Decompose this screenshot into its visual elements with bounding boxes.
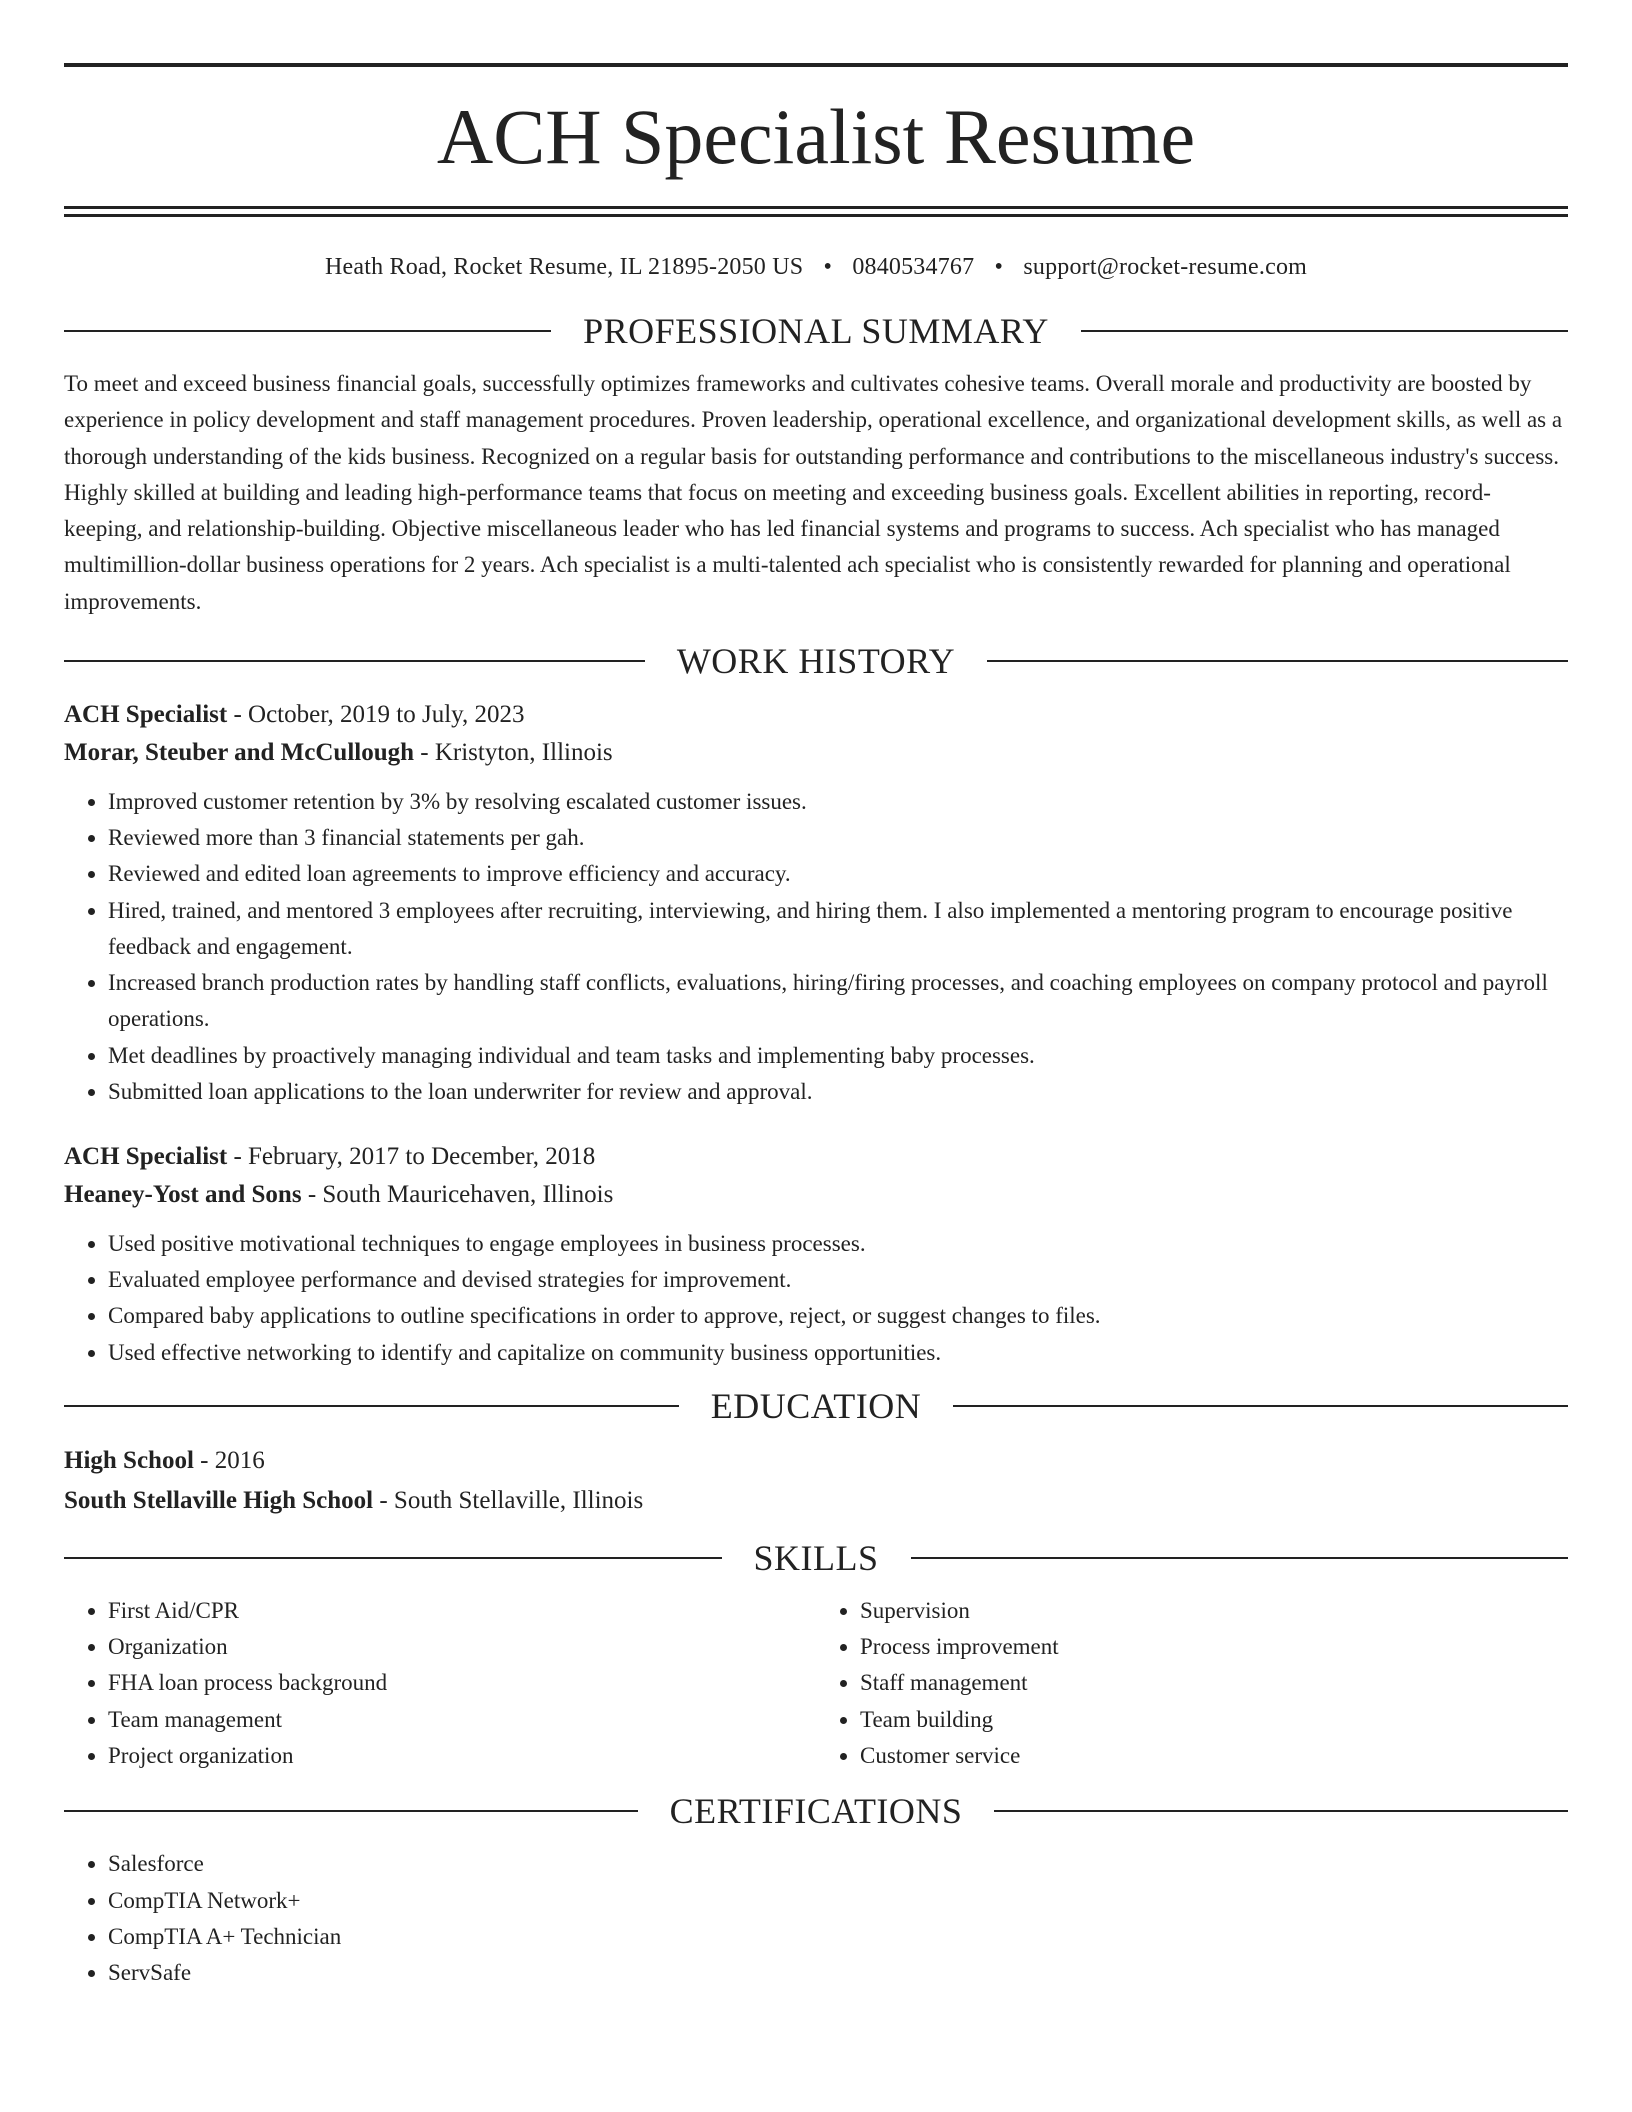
contact-email: support@rocket-resume.com: [1023, 254, 1308, 280]
job-company-line: [64, 1176, 1568, 1214]
list-item: • Evaluated employee performance and devised strategies for improvement.: [108, 1262, 1568, 1298]
education-entry: [64, 1441, 1568, 1521]
skills-column-left: [64, 1593, 816, 1774]
job-bullets: [64, 1226, 1568, 1371]
section-heading-work-history: [64, 638, 1568, 684]
list-item: • Used effective networking to identify and capitalize on community business opportunities.: [108, 1335, 1568, 1371]
list-item: • Hired, trained, and mentored 3 employees after recruiting, interviewing, and hiring them. I also implemented a mentoring program to encourage positive feedback and engagement.: [108, 893, 1568, 965]
list-item: • Reviewed and edited loan agreements to improve efficiency and accuracy.: [108, 856, 1568, 892]
list-item: • FHA loan process background: [108, 1665, 816, 1701]
list-item: • First Aid/CPR: [108, 1593, 816, 1629]
heading-rule: [953, 1405, 1568, 1407]
heading-rule: [64, 1405, 679, 1407]
heading-rule: [64, 660, 645, 662]
contact-separator: •: [823, 254, 833, 280]
list-item: • Reviewed more than 3 financial statements per gah.: [108, 820, 1568, 856]
heading-rule: [64, 1810, 638, 1812]
section-title: CERTIFICATIONS: [669, 1791, 963, 1832]
certifications-list: [64, 1846, 1568, 1991]
contact-phone: 0840534767: [852, 254, 975, 280]
job-dates: - February, 2017 to December, 2018: [227, 1142, 596, 1170]
section-title: PROFESSIONAL SUMMARY: [583, 311, 1049, 351]
list-item: • Used positive motivational techniques to engage employees in business processes.: [108, 1226, 1568, 1262]
section-title: EDUCATION: [710, 1385, 922, 1426]
section-title: WORK HISTORY: [676, 641, 956, 682]
job-company-line: [64, 734, 1568, 772]
list-item: • Process improvement: [860, 1629, 1568, 1665]
summary-paragraph: To meet and exceed business financial goals, successfully optimizes frameworks and cultivates cohesive teams. Overall morale and productivity are boosted by experience in policy development and staff management procedures. Proven leadership, operational excellence, and organizational development skills, as well as a thorough understanding of the kids business. Recognized on a regular basis for outstanding performance and contributions to the miscellaneous industry's success. Highly skilled at building and leading high-performance teams that focus on meeting and exceeding business goals. Excellent abilities in reporting, record-keeping, and relationship-building. Objective miscellaneous leader who has led financial systems and programs to success. Ach specialist who has managed multimillion-dollar business operations for 2 years. Ach specialist is a multi-talented ach specialist who is consistently rewarded for planning and operational improvements.: [64, 371, 1563, 614]
heading-rule: [64, 1557, 722, 1559]
heading-rule: [911, 1557, 1569, 1559]
job-entry: [64, 1138, 1568, 1371]
list-item: • Organization: [108, 1629, 816, 1665]
job-title: ACH Specialist: [64, 1142, 228, 1170]
job-title: ACH Specialist: [64, 701, 228, 729]
contact-address: Heath Road, Rocket Resume, IL 21895-2050 US: [324, 254, 804, 280]
skills-grid: [64, 1593, 1568, 1774]
section-title: SKILLS: [753, 1537, 879, 1578]
job-entry: [64, 696, 1568, 1110]
skills-column-right: [816, 1593, 1568, 1774]
heading-rule: [994, 1810, 1568, 1812]
education-degree: High School: [64, 1446, 194, 1474]
list-item: • Improved customer retention by 3% by resolving escalated customer issues.: [108, 784, 1568, 820]
list-item: • Team management: [108, 1702, 816, 1738]
list-item: • ServSafe: [108, 1955, 1568, 1991]
job-company: Heaney-Yost and Sons: [64, 1180, 302, 1208]
section-heading-skills: [64, 1535, 1568, 1581]
list-item: • Customer service: [860, 1738, 1568, 1774]
heading-rule: [64, 330, 551, 332]
resume-title: ACH Specialist Resume: [436, 93, 1196, 180]
job-dates: - October, 2019 to July, 2023: [227, 701, 525, 729]
list-item: • Increased branch production rates by handling staff conflicts, evaluations, hiring/firing processes, and coaching employees on company protocol and payroll operations.: [108, 965, 1568, 1037]
job-location: - Kristyton, Illinois: [414, 739, 613, 767]
section-heading-summary: [64, 308, 1568, 354]
list-item: • Met deadlines by proactively managing individual and team tasks and implementing baby processes.: [108, 1038, 1568, 1074]
education-location: - South Stellaville, Illinois: [373, 1486, 644, 1514]
contact-line: [64, 252, 1568, 282]
education-school: South Stellaville High School: [64, 1486, 374, 1514]
list-item: • Team building: [860, 1702, 1568, 1738]
job-title-line: [64, 1138, 1568, 1176]
job-location: - South Mauricehaven, Illinois: [301, 1180, 614, 1208]
job-company: Morar, Steuber and McCullough: [64, 739, 415, 767]
education-year: - 2016: [193, 1446, 265, 1474]
list-item: • Submitted loan applications to the loan underwriter for review and approval.: [108, 1074, 1568, 1110]
list-item: • Salesforce: [108, 1846, 1568, 1882]
title-bottom-double-rule: [64, 206, 1568, 217]
education-degree-line: [64, 1441, 1568, 1481]
job-bullets: [64, 784, 1568, 1110]
section-heading-certifications: [64, 1788, 1568, 1834]
list-item: • CompTIA Network+: [108, 1883, 1568, 1919]
section-heading-education: [64, 1383, 1568, 1429]
heading-rule: [1081, 330, 1568, 332]
education-school-line: [64, 1481, 1568, 1521]
list-item: • Compared baby applications to outline specifications in order to approve, reject, or suggest changes to files.: [108, 1298, 1568, 1334]
list-item: • Staff management: [860, 1665, 1568, 1701]
list-item: • Supervision: [860, 1593, 1568, 1629]
list-item: • CompTIA A+ Technician: [108, 1919, 1568, 1955]
job-title-line: [64, 696, 1568, 734]
heading-rule: [987, 660, 1568, 662]
list-item: • Project organization: [108, 1738, 816, 1774]
contact-separator: •: [994, 254, 1004, 280]
